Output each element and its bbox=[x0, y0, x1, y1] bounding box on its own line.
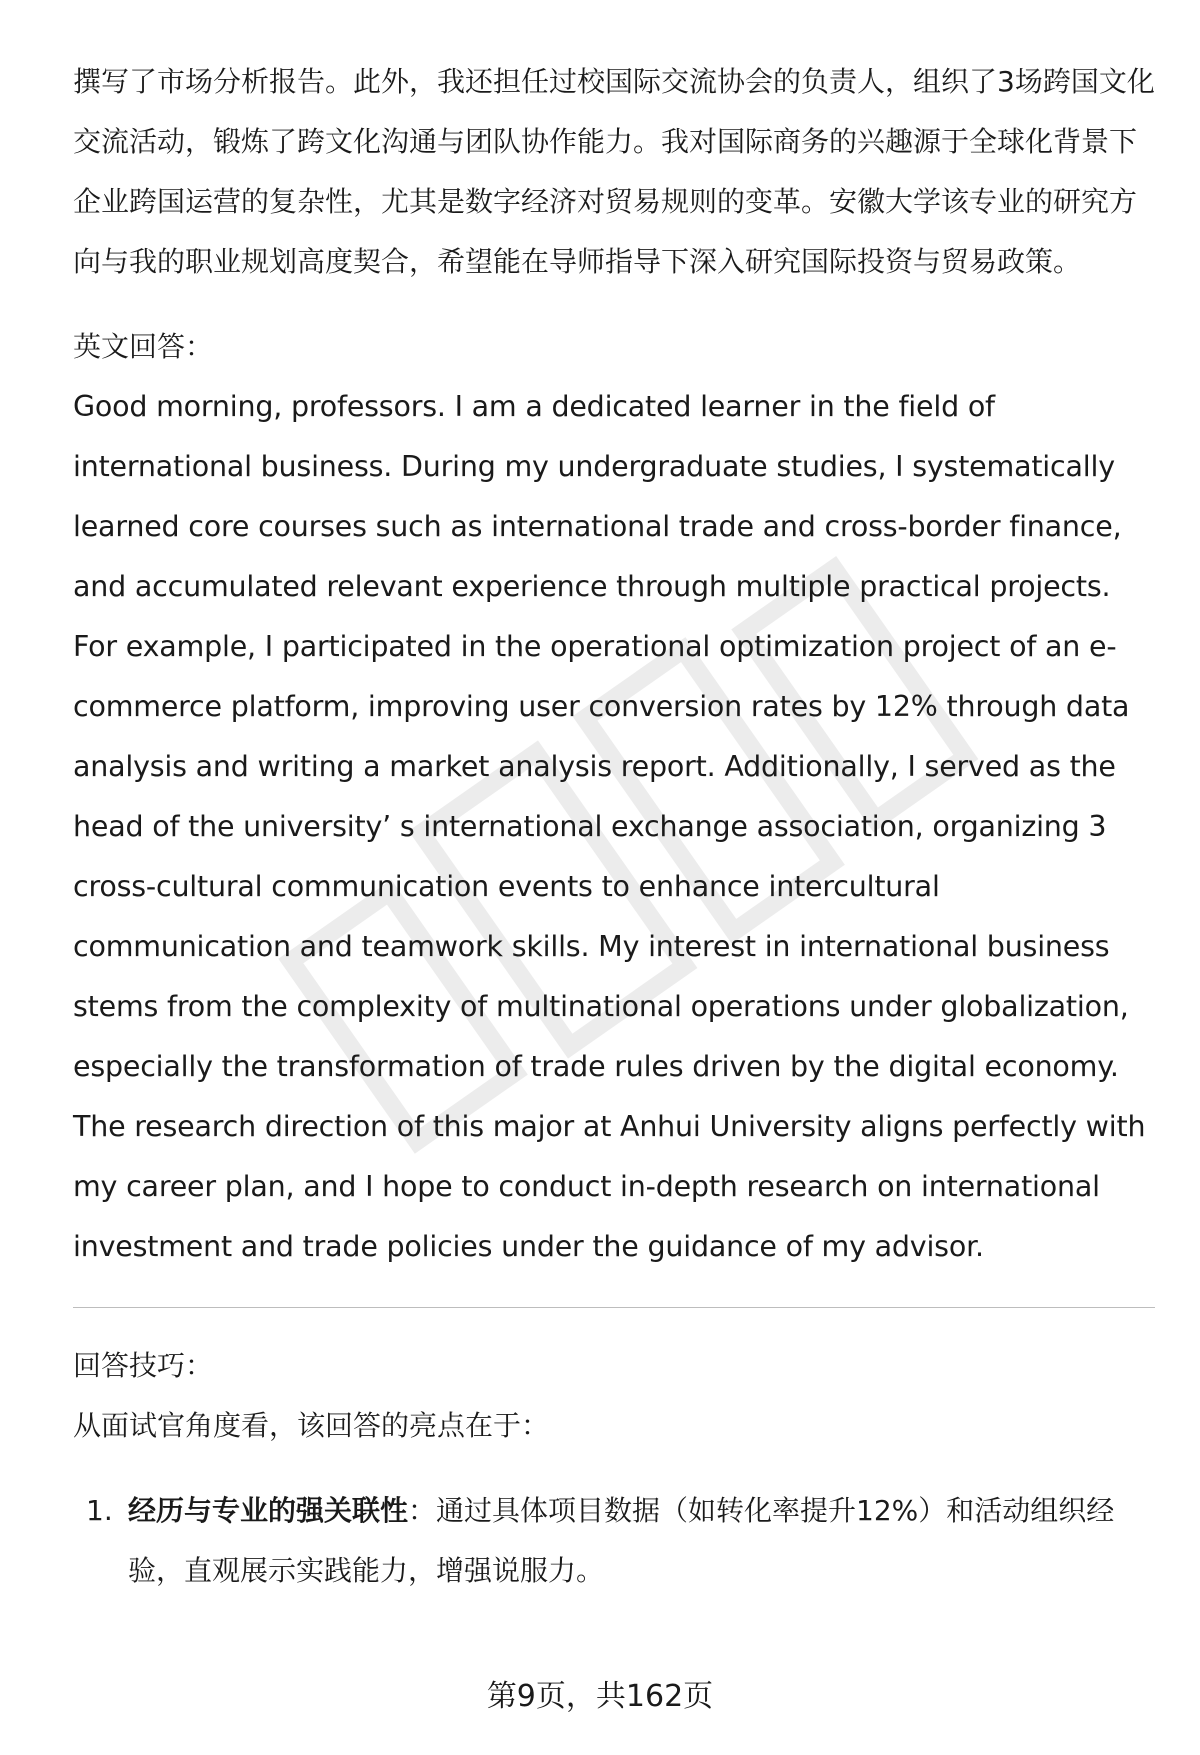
page-number-footer: 第9页，共162页 bbox=[486, 1679, 714, 1714]
spacer bbox=[73, 1456, 1155, 1481]
english-answer-text: Good morning, professors. I am a dedicated learner in the field of international business. During my undergraduate studies, I systematically learned core courses such as international trade and cross-border finance, and accumulated relevant experience through multiple practical projects. For example, I participated in the operational optimization project of an e-commerce platform, improving user conversion rates by 12% through data analysis and writing a market analysis report. Additionally, I served as the head of the university’ s international exchange association, organizing 3 cross-cultural communication events to enhance intercultural communication and teamwork skills. My interest in international business stems from the complexity of multinational operations under globalization, especially the transformation of trade rules driven by the digital economy. The research direction of this major at Anhui University aligns perfectly with my career plan, and I hope to conduct in-depth research on international investment and trade policies under the guidance of my advisor. bbox=[73, 390, 1146, 1263]
continuation-paragraph: 撰写了市场分析报告。此外，我还担任过校国际交流协会的负责人，组织了3场跨国文化交流活动，锻炼了跨文化沟通与团队协作能力。我对国际商务的兴趣源于全球化背景下企业跨国运营的复杂性，尤其是数字经济对贸易规则的变革。安徽大学该专业的研究方向与我的职业规划高度契合，希望能在导师指导下深入研究国际投资与贸易政策。 bbox=[73, 65, 1155, 278]
list-item bbox=[73, 1481, 1155, 1601]
section-divider bbox=[73, 1307, 1155, 1308]
tips-intro: 从面试官角度看，该回答的亮点在于： bbox=[73, 1409, 550, 1442]
english-answer-heading: 英文回答： bbox=[73, 330, 214, 363]
list-item-number: 1. bbox=[86, 1494, 113, 1527]
tips-list bbox=[73, 1481, 1155, 1601]
spacer bbox=[73, 292, 1155, 317]
page-content bbox=[73, 52, 1155, 1601]
list-item-title: 经历与专业的强关联性 bbox=[128, 1494, 409, 1527]
tips-heading: 回答技巧： bbox=[73, 1349, 214, 1382]
list-item-text: ：通过具体项目数据（如转化率提升12%）和活动组织经验，直观展示实践能力，增强说服力。 bbox=[128, 1494, 1115, 1587]
